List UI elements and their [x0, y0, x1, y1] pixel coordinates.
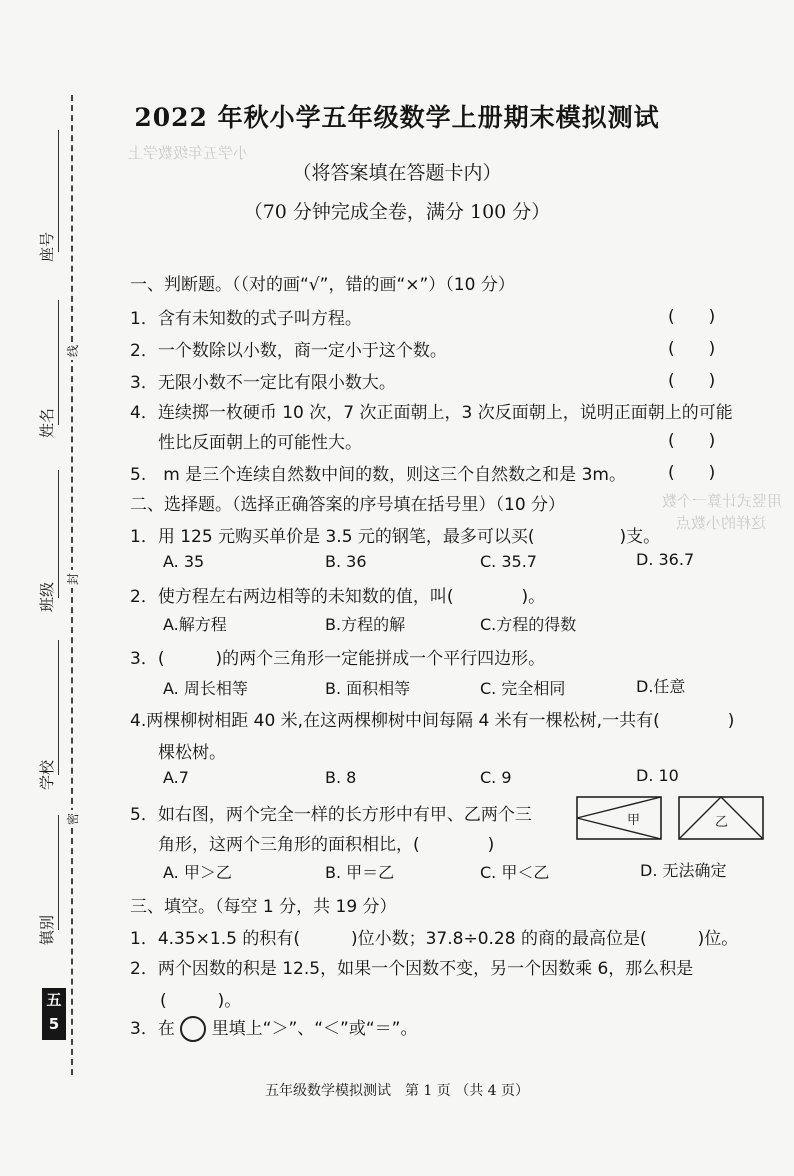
s1-q2: 2．一个数除以小数，商一定小于这个数。: [130, 341, 447, 361]
s2-q3-opt-b[interactable]: B. 面积相等: [325, 679, 411, 698]
s2-q4-opt-c[interactable]: C. 9: [480, 768, 512, 787]
s2-q1-opt-b[interactable]: B. 36: [325, 552, 367, 571]
s1-q5-answer[interactable]: ( ): [668, 463, 716, 483]
s1-q4-answer[interactable]: ( ): [668, 431, 716, 451]
cut-word-line: 线: [64, 342, 81, 360]
s2-q3: 3．( )的两个三角形一定能拼成一个平行四边形。: [130, 649, 546, 669]
s2-q4-line1: 4.两棵柳树相距 40 米,在这两棵柳树中间每隔 4 米有一棵松树,一共有( ): [130, 711, 735, 731]
s3-q1: 1．4.35×1.5 的积有( )位小数；37.8÷0.28 的商的最高位是( )位。: [130, 929, 739, 949]
s2-q4-opt-a[interactable]: A.7: [163, 768, 189, 787]
s2-q5-line1: 5．如右图，两个完全一样的长方形中有甲、乙两个三: [130, 805, 532, 825]
s2-q5-opt-a[interactable]: A. 甲＞乙: [163, 863, 232, 882]
s3-q2-line1: 2．两个因数的积是 12.5，如果一个因数不变，另一个因数乘 6，那么积是: [130, 959, 694, 979]
s2-q4-opt-d[interactable]: D. 10: [636, 766, 679, 785]
s3-q3: [130, 1014, 417, 1042]
name-label: 姓名: [38, 407, 56, 438]
badge-bottom: 5: [48, 1015, 60, 1033]
s3-q2-line2: ( )。: [160, 991, 242, 1011]
s1-q5: 5. m 是三个连续自然数中间的数，则这三个自然数之和是 3m。: [130, 465, 626, 485]
badge-top: 五: [46, 991, 62, 1009]
s2-q3-opt-a[interactable]: A. 周长相等: [163, 679, 248, 698]
section3-title: 三、填空。（每空 1 分，共 19 分）: [130, 897, 397, 917]
section1-title: 一、判断题。（（对的画“√”，错的画“×”）（10 分）: [130, 275, 515, 295]
s1-q1-answer[interactable]: ( ): [668, 307, 716, 327]
cut-word-dense: 密: [64, 810, 81, 828]
fig-label-jia: 甲: [627, 813, 641, 828]
s2-q2-opt-a[interactable]: A.解方程: [163, 615, 227, 634]
compare-circle-icon[interactable]: [180, 1016, 206, 1042]
school-field[interactable]: [58, 640, 59, 775]
district-field[interactable]: [58, 815, 59, 930]
s1-q1: 1．含有未知数的式子叫方程。: [130, 309, 362, 329]
s3-q3-prefix: 3．在: [130, 1019, 175, 1039]
class-field[interactable]: [58, 470, 59, 598]
s2-q2-opt-c[interactable]: C.方程的得数: [480, 615, 577, 634]
school-label: 学校: [38, 759, 56, 790]
section2-title: 二、选择题。（选择正确答案的序号填在括号里）（10 分）: [130, 495, 566, 515]
s2-q3-opt-d[interactable]: D.任意: [636, 677, 686, 696]
page-footer: 五年级数学模拟测试 第 1 页 （共 4 页）: [264, 1083, 530, 1099]
s1-q3-answer[interactable]: ( ): [668, 371, 716, 391]
s2-q4-opt-b[interactable]: B. 8: [325, 768, 357, 787]
s2-q1-opt-c[interactable]: C. 35.7: [480, 552, 537, 571]
cut-word-seal: 封: [64, 570, 81, 588]
exam-title: 2022 年秋小学五年级数学上册期末模拟测试: [134, 103, 660, 132]
s1-q2-answer[interactable]: ( ): [668, 339, 716, 359]
fig-label-yi: 乙: [715, 815, 729, 830]
s2-q5-opt-d[interactable]: D. 无法确定: [640, 861, 727, 880]
grade-badge: [42, 988, 66, 1040]
s2-q1: 1．用 125 元购买单价是 3.5 元的钢笔，最多可以买( )支。: [130, 527, 661, 547]
name-field[interactable]: [58, 300, 59, 425]
s2-q1-opt-a[interactable]: A. 35: [163, 552, 205, 571]
s2-q2-opt-b[interactable]: B.方程的解: [325, 615, 406, 634]
exam-subtitle-time: （70 分钟完成全卷，满分 100 分）: [243, 201, 551, 223]
bleed-text-right-2: 这样的小数点: [676, 514, 767, 532]
seat-label: 座号: [38, 231, 56, 262]
s2-q3-opt-c[interactable]: C. 完全相同: [480, 679, 566, 698]
s2-q1-opt-d[interactable]: D. 36.7: [636, 550, 695, 569]
s1-q4-line1: 4．连续掷一枚硬币 10 次，7 次正面朝上，3 次反面朝上，说明正面朝上的可能: [130, 403, 733, 423]
s2-q5-opt-b[interactable]: B. 甲＝乙: [325, 863, 395, 882]
seat-field[interactable]: [58, 130, 59, 252]
exam-subtitle-answer: （将答案填在答题卡内）: [292, 162, 502, 184]
s3-q3-suffix: 里填上“＞”、“＜”或“＝”。: [211, 1019, 418, 1039]
s2-q2: 2．使方程左右两边相等的未知数的值，叫( )。: [130, 587, 546, 607]
s1-q4-line2: 性比反面朝上的可能性大。: [158, 433, 362, 453]
bleed-text-left: 小学五年级数学上: [128, 144, 249, 162]
figure-jia: [577, 797, 661, 839]
s2-q5-line2: 角形，这两个三角形的面积相比，( ): [158, 835, 495, 855]
district-label: 镇别: [38, 914, 56, 945]
figure-yi: [679, 797, 763, 839]
triangle-figure: [575, 794, 767, 844]
class-label: 班级: [38, 581, 56, 612]
bleed-text-right: 用竖式计算一个数: [662, 492, 783, 510]
s2-q5-opt-c[interactable]: C. 甲＜乙: [480, 863, 550, 882]
s2-q4-line2: 棵松树。: [158, 743, 226, 763]
s1-q3: 3．无限小数不一定比有限小数大。: [130, 373, 396, 393]
